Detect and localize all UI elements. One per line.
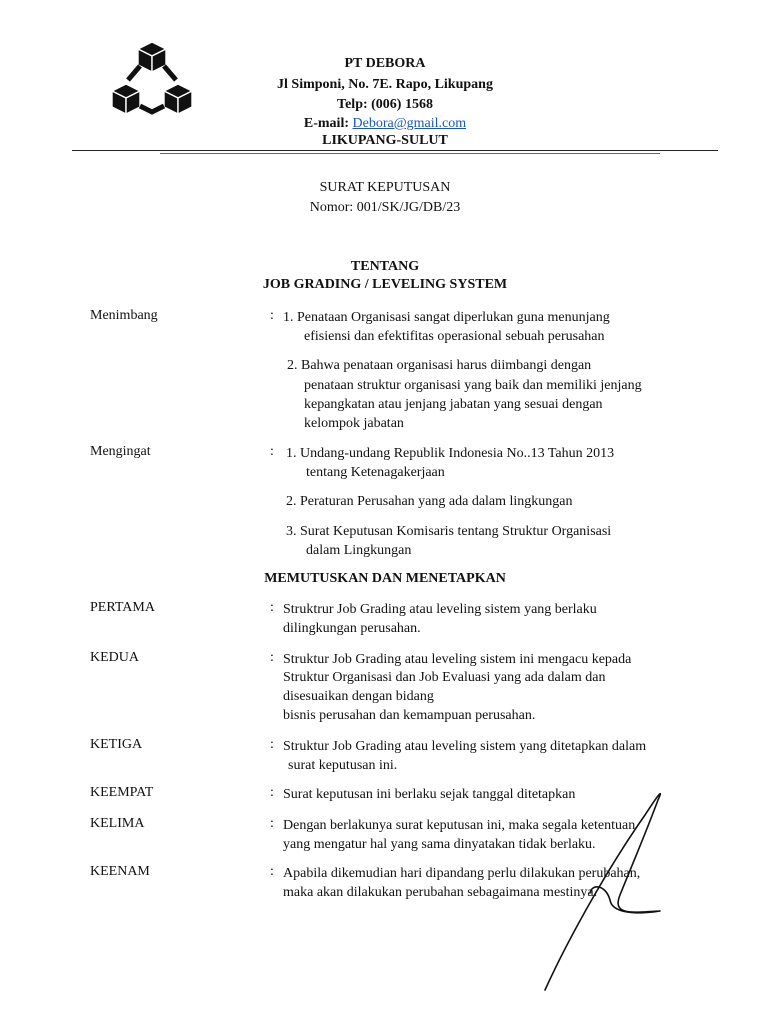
menimbang-label: Menimbang [90,308,158,323]
decision-kelima-line-2: yang mengatur hal yang sama dinyatakan tidak berlaku. [283,837,596,852]
decision-label-pertama: PERTAMA [90,600,155,615]
decision-ketiga-line-2: surat keputusan ini. [288,758,398,773]
decision-ketiga-line-1: Struktur Job Grading atau leveling sistem yang ditetapkan dalam [283,739,647,754]
doc-type: SURAT KEPUTUSAN [319,180,451,195]
doc-subject: JOB GRADING / LEVELING SYSTEM [262,277,508,292]
doc-about: TENTANG [350,259,420,274]
colon: : [270,444,274,459]
colon: : [270,600,274,615]
email-label: E-mail: [303,116,349,131]
menimbang-item-2-line-2: penataan struktur organisasi yang baik dan memiliki jenjang [304,378,642,393]
company-phone: Telp: (006) 1568 [337,97,433,112]
menimbang-item-2-line-4: kelompok jabatan [304,416,404,431]
doc-number: Nomor: 001/SK/JG/DB/23 [309,200,461,215]
company-name: PT DEBORA [344,56,426,71]
decision-label-kelima: KELIMA [90,816,145,831]
decision-keenam-line-1: Apabila dikemudian hari dipandang perlu dilakukan perubahan, [283,866,641,881]
colon: : [270,864,274,879]
decision-label-keempat: KEEMPAT [90,785,154,800]
header-divider [72,150,718,151]
cubes-logo-icon [110,40,194,122]
decision-kelima-line-1: Dengan berlakunya surat keputusan ini, maka segala ketentuan [283,818,636,833]
decision-keenam-line-2: maka akan dilakukan perubahan sebagaimana mestinya. [283,885,598,900]
email-link[interactable]: Debora@gmail.com [352,116,467,131]
decision-label-keenam: KEENAM [90,864,150,879]
decision-label-kedua: KEDUA [90,650,139,665]
company-email-line [230,116,540,132]
decision-pertama-line-2: dilingkungan perusahan. [283,621,421,636]
colon: : [270,785,274,800]
mengingat-label: Mengingat [90,444,151,459]
mengingat-item-2-line-1: 2. Peraturan Perusahan yang ada dalam lingkungan [286,494,573,509]
decision-pertama-line-1: Struktrur Job Grading atau leveling sistem yang berlaku [283,602,597,617]
decision-kedua-line-1: Struktur Job Grading atau leveling sistem ini mengacu kepada [283,652,632,667]
colon: : [270,650,274,665]
menimbang-item-2-line-1: 2. Bahwa penataan organisasi harus diimbangi dengan [287,358,592,373]
colon: : [270,308,274,323]
company-city: LIKUPANG-SULUT [322,133,448,148]
menimbang-item-2-line-3: kepangkatan atau jenjang jabatan yang sesuai dengan [304,397,603,412]
decision-heading: MEMUTUSKAN DAN MENETAPKAN [264,571,506,586]
mengingat-item-3-line-2: dalam Lingkungan [306,543,412,558]
decision-label-ketiga: KETIGA [90,737,143,752]
colon: : [270,816,274,831]
menimbang-item-1-line-2: efisiensi dan efektifitas operasional sebuah perusahan [304,329,605,344]
decision-kedua-line-2: Struktur Organisasi dan Job Evaluasi yang ada dalam dan [283,670,606,685]
decision-keempat-line-1: Surat keputusan ini berlaku sejak tanggal ditetapkan [283,787,576,802]
menimbang-item-1-line-1: 1. Penataan Organisasi sangat diperlukan guna menunjang [283,310,610,325]
mengingat-item-1-line-1: 1. Undang-undang Republik Indonesia No..13 Tahun 2013 [286,446,615,461]
decision-kedua-line-4: bisnis perusahan dan kemampuan perusahan. [283,708,536,723]
header-divider-thin [160,153,660,154]
mengingat-item-3-line-1: 3. Surat Keputusan Komisaris tentang Struktur Organisasi [286,524,612,539]
signature-icon [540,785,680,995]
colon: : [270,737,274,752]
mengingat-item-1-line-2: tentang Ketenagakerjaan [306,465,445,480]
decision-kedua-line-3: disesuaikan dengan bidang [283,689,434,704]
company-address: Jl Simponi, No. 7E. Rapo, Likupang [277,77,493,92]
